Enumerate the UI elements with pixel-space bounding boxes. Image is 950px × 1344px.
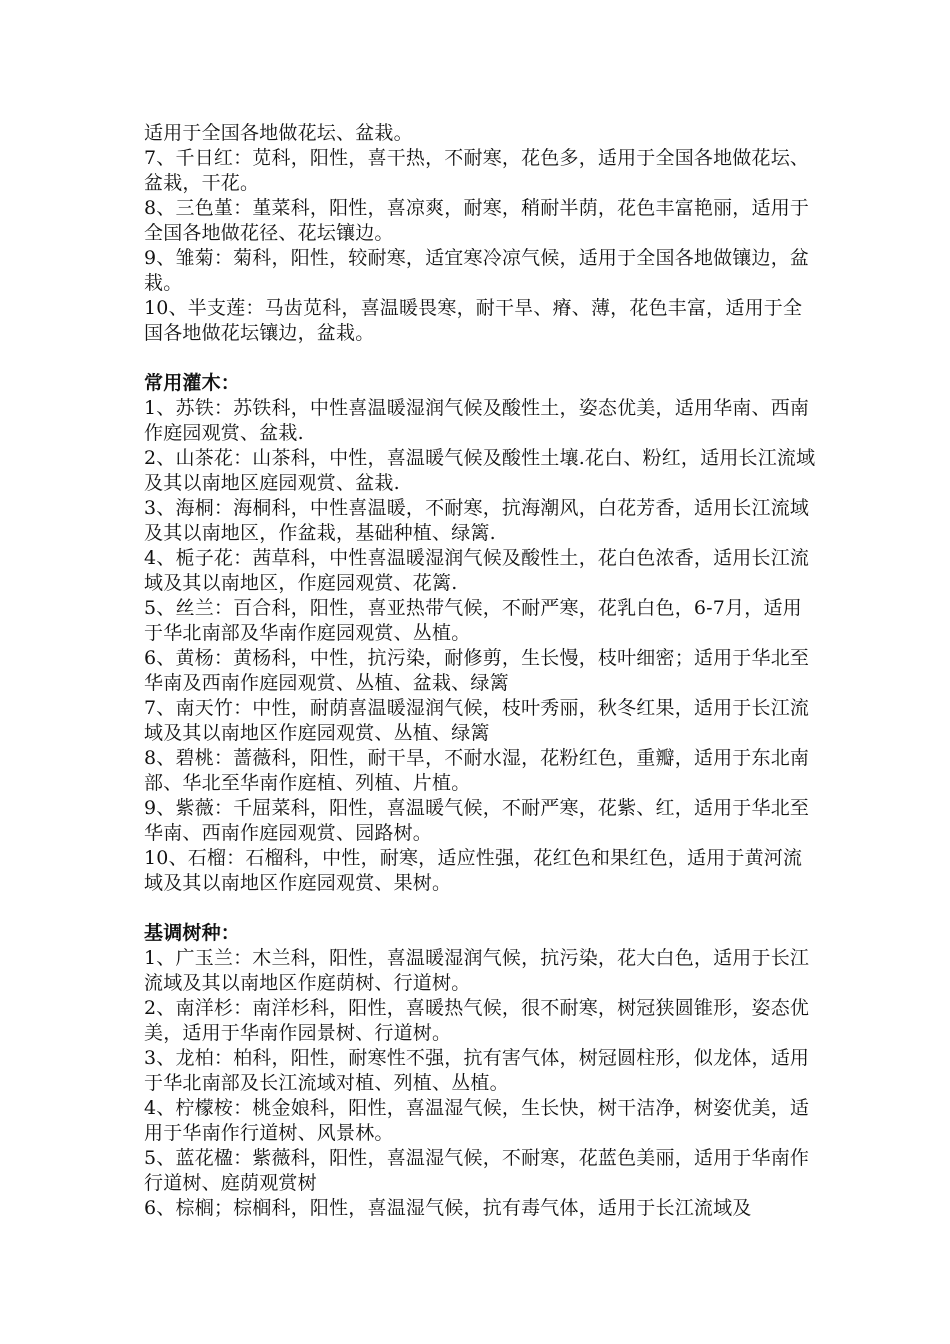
tree-item: 4、柠檬桉：桃金娘科，阳性，喜温湿气候，生长快，树干洁净，树姿优美，适用于华南作行道树、风景林。	[144, 1097, 810, 1144]
tree-item: 6、棕榈；棕榈科，阳性，喜温湿气候，抗有毒气体，适用于长江流域及	[144, 1197, 752, 1219]
shrub-item: 1、苏铁：苏铁科，中性喜温暖湿润气候及酸性土，姿态优美，适用华南、西南作庭园观赏、盆栽.	[144, 397, 810, 444]
section-spacer	[144, 896, 820, 921]
shrubs-heading: 常用灌木：	[144, 372, 241, 394]
flower-item: 7、千日红：苋科，阳性，喜干热，不耐寒，花色多，适用于全国各地做花坛、盆栽，干花。	[144, 147, 810, 194]
shrub-item: 10、石榴：石榴科，中性，耐寒，适应性强，花红色和果红色，适用于黄河流域及其以南地区作庭园观赏、果树。	[144, 847, 803, 894]
flower-item: 8、三色堇：堇菜科，阳性，喜凉爽，耐寒，稍耐半荫，花色丰富艳丽，适用于全国各地做花径、花坛镶边。	[144, 197, 810, 244]
tree-item: 3、龙柏：柏科，阳性，耐寒性不强，抗有害气体，树冠圆柱形，似龙体，适用于华北南部及长江流域对植、列植、丛植。	[144, 1047, 810, 1094]
tree-item: 1、广玉兰：木兰科，阳性，喜温暖湿润气候，抗污染，花大白色，适用于长江流域及其以南地区作庭荫树、行道树。	[144, 947, 810, 994]
shrub-item: 8、碧桃：蔷薇科，阳性，耐干旱，不耐水湿，花粉红色，重瓣，适用于东北南部、华北至华南作庭植、列植、片植。	[144, 747, 810, 794]
shrub-item: 4、栀子花：茜草科，中性喜温暖湿润气候及酸性土，花白色浓香，适用长江流域及其以南地区，作庭园观赏、花篱.	[144, 547, 810, 594]
intro-tail-paragraph: 适用于全国各地做花坛、盆栽。	[144, 122, 413, 144]
flower-item: 10、半支莲：马齿苋科，喜温暖畏寒，耐干旱、瘠、薄，花色丰富，适用于全国各地做花坛镶边，盆栽。	[144, 297, 803, 344]
shrub-item: 5、丝兰：百合科，阳性，喜亚热带气候，不耐严寒，花乳白色，6-7月，适用于华北南部及华南作庭园观赏、丛植。	[144, 597, 802, 644]
shrub-item: 3、海桐：海桐科，中性喜温暖，不耐寒，抗海潮风，白花芳香，适用长江流域及其以南地区，作盆栽，基础种植、绿篱.	[144, 497, 810, 544]
tree-item: 5、蓝花楹：紫薇科，阳性，喜温湿气候，不耐寒，花蓝色美丽，适用于华南作行道树、庭荫观赏树	[144, 1147, 810, 1194]
shrub-item: 7、南天竹：中性，耐荫喜温暖湿润气候，枝叶秀丽，秋冬红果，适用于长江流域及其以南地区作庭园观赏、丛植、绿篱	[144, 697, 810, 744]
flower-item: 9、雏菊：菊科，阳性，较耐寒，适宜寒冷凉气候，适用于全国各地做镶边，盆栽。	[144, 247, 810, 294]
shrub-item: 9、紫薇：千屈菜科，阳性，喜温暖气候，不耐严寒，花紫、红，适用于华北至华南、西南作庭园观赏、园路树。	[144, 797, 810, 844]
trees-heading: 基调树种：	[144, 922, 241, 944]
tree-item: 2、南洋杉：南洋杉科，阳性，喜暖热气候，很不耐寒，树冠狭圆锥形，姿态优美，适用于华南作园景树、行道树。	[144, 997, 810, 1044]
shrub-item: 6、黄杨：黄杨科，中性，抗污染，耐修剪，生长慢，枝叶细密；适用于华北至华南及西南作庭园观赏、丛植、盆栽、绿篱	[144, 647, 810, 694]
document-page	[144, 121, 820, 1221]
section-spacer	[144, 346, 820, 371]
shrub-item: 2、山茶花：山茶科，中性，喜温暖气候及酸性土壤.花白、粉红，适用长江流域及其以南地区庭园观赏、盆栽.	[144, 447, 816, 494]
